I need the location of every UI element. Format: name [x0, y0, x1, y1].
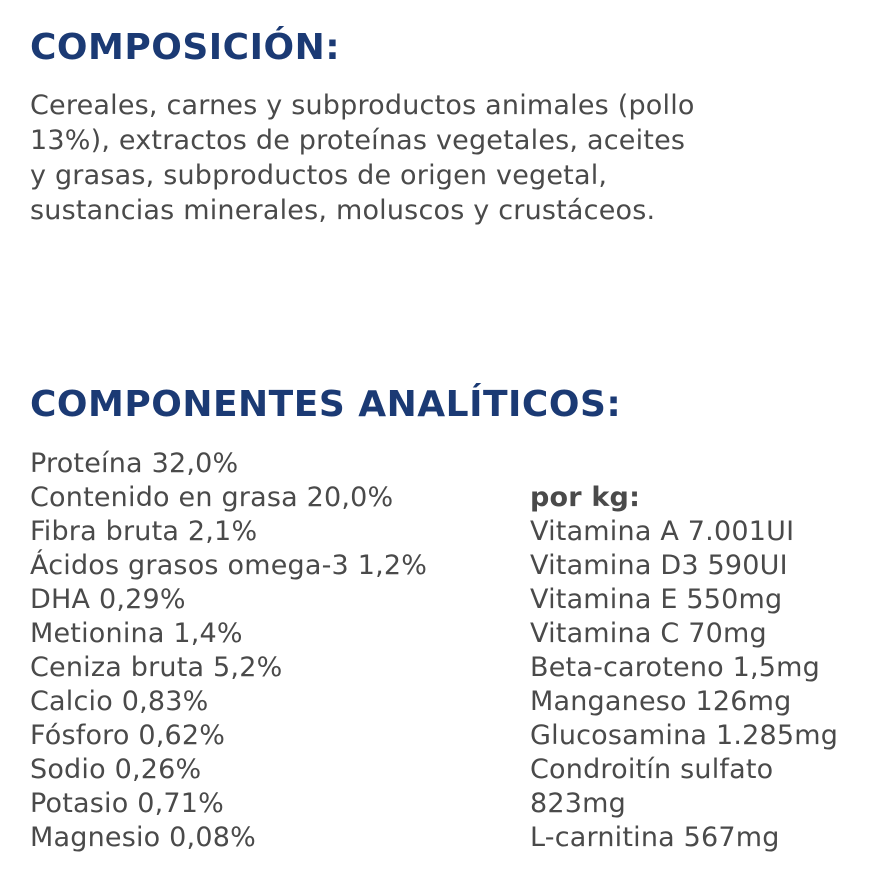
composicion-line: 13%), extractos de proteínas vegetales, aceites	[30, 125, 686, 156]
list-item: Fibra bruta 2,1%	[30, 516, 258, 547]
composicion-heading: COMPOSICIÓN:	[30, 27, 341, 68]
list-item: Proteína 32,0%	[30, 448, 239, 479]
list-item: Magnesio 0,08%	[30, 822, 256, 853]
list-item: Condroitín sulfato	[530, 754, 774, 785]
list-item: Contenido en grasa 20,0%	[30, 482, 394, 513]
analytic-components-list	[30, 447, 427, 855]
composicion-line: sustancias minerales, moluscos y crustáceos.	[30, 195, 656, 226]
list-item: Sodio 0,26%	[30, 754, 202, 785]
list-item: Glucosamina 1.285mg	[530, 720, 839, 751]
list-item: Metionina 1,4%	[30, 618, 243, 649]
list-item: Vitamina D3 590UI	[530, 550, 788, 581]
per-kg-label: por kg:	[530, 482, 641, 513]
per-kg-list	[530, 481, 838, 855]
list-item: Vitamina C 70mg	[530, 618, 767, 649]
list-item: Fósforo 0,62%	[30, 720, 226, 751]
list-item: Manganeso 126mg	[530, 686, 792, 717]
list-item: DHA 0,29%	[30, 584, 186, 615]
composicion-line: Cereales, carnes y subproductos animales (pollo	[30, 90, 695, 121]
componentes-heading: COMPONENTES ANALÍTICOS:	[30, 384, 622, 425]
list-item: Vitamina E 550mg	[530, 584, 783, 615]
list-item: Ceniza bruta 5,2%	[30, 652, 283, 683]
composicion-text	[30, 88, 830, 228]
list-item: L-carnitina 567mg	[530, 822, 780, 853]
list-item: Potasio 0,71%	[30, 788, 225, 819]
list-item: 823mg	[530, 788, 626, 819]
composicion-line: y grasas, subproductos de origen vegetal,	[30, 160, 608, 191]
list-item: Vitamina A 7.001UI	[530, 516, 795, 547]
list-item: Beta-caroteno 1,5mg	[530, 652, 821, 683]
list-item: Ácidos grasos omega-3 1,2%	[30, 550, 428, 581]
list-item: Calcio 0,83%	[30, 686, 209, 717]
